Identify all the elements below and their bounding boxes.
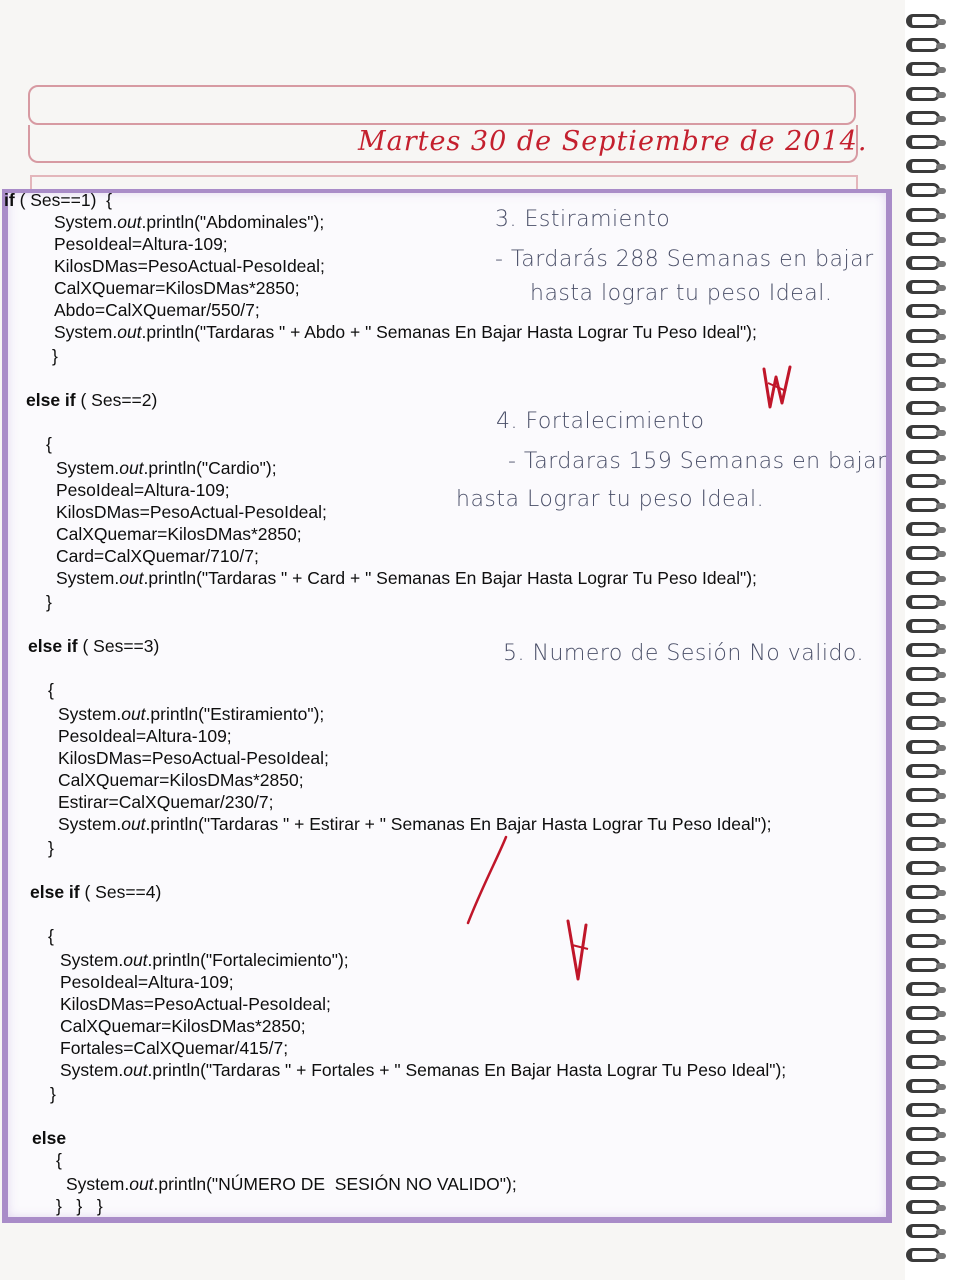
code-text: System.	[56, 568, 120, 588]
spiral-ring	[906, 740, 940, 754]
code-text: PesoIdeal=Altura-109;	[54, 234, 228, 254]
code-keyword: else if	[28, 636, 78, 656]
code-text: System.	[58, 704, 122, 724]
spiral-ring	[906, 667, 940, 681]
spiral-ring	[906, 232, 940, 246]
code-text: }	[46, 592, 52, 612]
code-line	[48, 679, 54, 701]
note-5-line1: 5. Numero de Sesión No valido.	[503, 641, 864, 666]
spiral-ring	[906, 813, 940, 827]
code-keyword: else if	[30, 882, 80, 902]
code-line	[66, 1173, 517, 1195]
spiral-binding-icon	[906, 14, 952, 1274]
code-line	[60, 993, 331, 1015]
code-line	[48, 925, 54, 947]
spiral-ring	[906, 788, 940, 802]
code-line	[32, 1127, 66, 1149]
note-4-line1: - Tardaras 159 Semanas en bajar	[508, 449, 887, 474]
code-line	[54, 321, 757, 343]
spiral-ring	[906, 1030, 940, 1044]
spiral-ring	[906, 571, 940, 585]
code-text: out	[121, 704, 146, 724]
spiral-ring	[906, 1151, 940, 1165]
spiral-ring	[906, 183, 940, 197]
code-text: .println("NÚMERO DE SESIÓN NO VALIDO");	[153, 1174, 517, 1194]
code-line	[56, 457, 277, 479]
note-4-title: 4. Fortalecimiento	[496, 409, 705, 434]
code-line	[60, 971, 234, 993]
note-4-line2: hasta Lograr tu peso Ideal.	[456, 487, 765, 512]
code-line	[60, 1037, 288, 1059]
code-text: System.	[54, 322, 118, 342]
code-line	[58, 703, 324, 725]
code-line	[56, 1195, 103, 1217]
spiral-ring	[906, 1006, 940, 1020]
spiral-ring	[906, 546, 940, 560]
code-text: } } }	[56, 1196, 103, 1216]
code-text: .println("Estiramiento");	[145, 704, 325, 724]
code-line	[26, 389, 157, 411]
code-text: {	[48, 926, 54, 946]
code-text: out	[119, 568, 144, 588]
spiral-ring	[906, 159, 940, 173]
code-keyword: else	[32, 1128, 67, 1148]
spiral-ring	[906, 619, 940, 633]
spiral-ring	[906, 450, 940, 464]
code-text: KilosDMas=PesoActual-PesoIdeal;	[60, 994, 331, 1014]
code-text: PesoIdeal=Altura-109;	[58, 726, 232, 746]
code-text: System.	[60, 950, 124, 970]
code-line	[54, 277, 300, 299]
code-line	[56, 1149, 62, 1171]
spiral-ring	[906, 256, 940, 270]
code-line	[56, 479, 230, 501]
code-text: System.	[56, 458, 120, 478]
code-line	[58, 725, 232, 747]
code-line	[50, 1083, 56, 1105]
code-text: .println("Tardaras " + Fortales + " Semanas En Bajar Hasta Lograr Tu Peso Ideal");	[147, 1060, 787, 1080]
spiral-ring	[906, 425, 940, 439]
code-text: out	[117, 322, 142, 342]
code-line	[58, 769, 304, 791]
code-text: out	[119, 458, 144, 478]
spiral-ring	[906, 837, 940, 851]
code-line	[58, 747, 329, 769]
code-text: CalXQuemar=KilosDMas*2850;	[56, 524, 302, 544]
code-text: ( Ses==3)	[77, 636, 160, 656]
code-line	[60, 1059, 786, 1081]
spiral-ring	[906, 87, 940, 101]
code-line	[54, 233, 228, 255]
spiral-ring	[906, 474, 940, 488]
code-line	[60, 949, 349, 971]
spiral-ring	[906, 1127, 940, 1141]
code-text: .println("Abdominales");	[141, 212, 325, 232]
spiral-ring	[906, 1248, 940, 1262]
code-text: .println("Cardio");	[143, 458, 277, 478]
code-text: }	[50, 1084, 56, 1104]
code-line	[56, 523, 302, 545]
code-text: KilosDMas=PesoActual-PesoIdeal;	[56, 502, 327, 522]
spiral-ring	[906, 353, 940, 367]
code-text: .println("Fortalecimiento");	[147, 950, 349, 970]
spiral-ring	[906, 1079, 940, 1093]
code-line	[56, 567, 757, 589]
spiral-ring	[906, 643, 940, 657]
code-text: out	[121, 814, 146, 834]
printed-code-sheet	[2, 189, 892, 1223]
check-mark-icon-2	[564, 915, 598, 985]
spiral-ring	[906, 498, 940, 512]
check-mark-icon	[756, 363, 796, 419]
spiral-ring	[906, 1200, 940, 1214]
code-text: .println("Tardaras " + Estirar + " Semanas En Bajar Hasta Lograr Tu Peso Ideal");	[145, 814, 772, 834]
code-text: {	[46, 434, 52, 454]
code-text: CalXQuemar=KilosDMas*2850;	[60, 1016, 306, 1036]
spiral-ring	[906, 14, 940, 28]
code-line	[46, 591, 52, 613]
code-text: CalXQuemar=KilosDMas*2850;	[54, 278, 300, 298]
spiral-ring	[906, 304, 940, 318]
spiral-ring	[906, 1176, 940, 1190]
spiral-ring	[906, 764, 940, 778]
code-text: Estirar=CalXQuemar/230/7;	[58, 792, 274, 812]
spiral-ring	[906, 401, 940, 415]
spiral-ring	[906, 716, 940, 730]
spiral-ring	[906, 280, 940, 294]
code-line	[46, 433, 52, 455]
spiral-ring	[906, 934, 940, 948]
code-text: }	[48, 838, 54, 858]
code-text: out	[123, 1060, 148, 1080]
code-text: out	[123, 950, 148, 970]
code-text: CalXQuemar=KilosDMas*2850;	[58, 770, 304, 790]
code-text: }	[52, 346, 58, 366]
spiral-ring	[906, 377, 940, 391]
code-text: ( Ses==2)	[75, 390, 158, 410]
code-keyword: if	[4, 190, 15, 210]
spiral-ring	[906, 958, 940, 972]
code-line	[30, 881, 161, 903]
spiral-ring	[906, 692, 940, 706]
spiral-ring	[906, 135, 940, 149]
code-text: KilosDMas=PesoActual-PesoIdeal;	[54, 256, 325, 276]
code-line	[58, 791, 273, 813]
spiral-ring	[906, 982, 940, 996]
code-text: ( Ses==4)	[79, 882, 162, 902]
code-keyword: else if	[26, 390, 76, 410]
red-stroke-icon	[458, 833, 518, 929]
code-line	[56, 545, 259, 567]
note-3-line1: - Tardarás 288 Semanas en bajar	[495, 247, 874, 272]
spiral-ring	[906, 111, 940, 125]
code-text: out	[129, 1174, 154, 1194]
code-line	[28, 635, 159, 657]
header-box-faint	[30, 175, 858, 189]
code-line	[58, 813, 772, 835]
code-text: KilosDMas=PesoActual-PesoIdeal;	[58, 748, 329, 768]
spiral-ring	[906, 595, 940, 609]
code-text: System.	[58, 814, 122, 834]
code-line	[52, 345, 58, 367]
code-text: {	[56, 1150, 62, 1170]
spiral-ring	[906, 62, 940, 76]
code-text: Card=CalXQuemar/710/7;	[56, 546, 259, 566]
spiral-ring	[906, 329, 940, 343]
spiral-ring	[906, 885, 940, 899]
code-line	[54, 255, 325, 277]
spiral-ring	[906, 1103, 940, 1117]
code-text: PesoIdeal=Altura-109;	[56, 480, 230, 500]
spiral-ring	[906, 208, 940, 222]
code-text: System.	[66, 1174, 130, 1194]
spiral-ring	[906, 522, 940, 536]
note-3-line2: hasta lograr tu peso Ideal.	[530, 281, 833, 306]
spiral-ring	[906, 861, 940, 875]
spiral-ring	[906, 38, 940, 52]
code-text: System.	[60, 1060, 124, 1080]
code-line	[54, 299, 260, 321]
code-line	[48, 837, 54, 859]
code-line	[60, 1015, 306, 1037]
code-text: .println("Tardaras " + Abdo + " Semanas En Bajar Hasta Lograr Tu Peso Ideal");	[141, 322, 757, 342]
date-heading: Martes 30 de Septiembre de 2014.	[358, 126, 868, 157]
spiral-ring	[906, 909, 940, 923]
code-text: .println("Tardaras " + Card + " Semanas En Bajar Hasta Lograr Tu Peso Ideal");	[143, 568, 757, 588]
code-line	[54, 211, 324, 233]
spiral-ring	[906, 1224, 940, 1238]
code-text: System.	[54, 212, 118, 232]
code-text: out	[117, 212, 142, 232]
code-text: {	[48, 680, 54, 700]
code-text: PesoIdeal=Altura-109;	[60, 972, 234, 992]
note-3-title: 3. Estiramiento	[495, 207, 671, 232]
code-text: Abdo=CalXQuemar/550/7;	[54, 300, 260, 320]
code-line	[4, 189, 112, 211]
spiral-ring	[906, 1055, 940, 1069]
code-line	[56, 501, 327, 523]
code-text: ( Ses==1) {	[14, 190, 112, 210]
code-text: Fortales=CalXQuemar/415/7;	[60, 1038, 289, 1058]
header-box-top	[28, 85, 856, 125]
